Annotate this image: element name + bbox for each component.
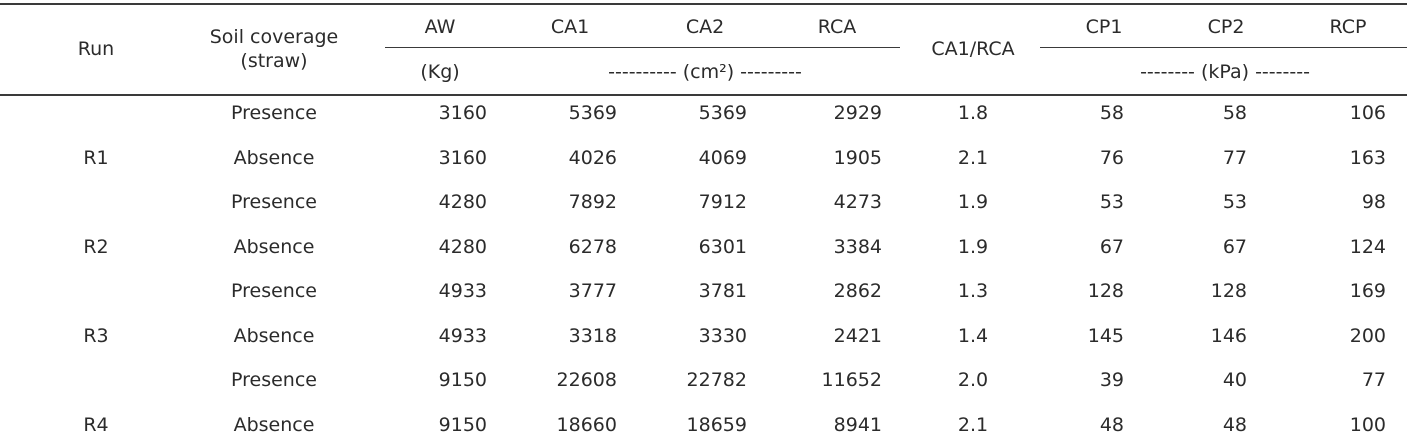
coverage-cell: Absence [233, 146, 315, 169]
coverage-cell: Presence [231, 102, 317, 124]
rcp-cell: 77 [1361, 369, 1386, 391]
header-soil-coverage [210, 25, 339, 73]
cp2-cell: 128 [1210, 280, 1247, 302]
rca-cell: 2929 [833, 102, 882, 124]
ratio-cell: 1.4 [957, 324, 989, 347]
cp2-cell: 146 [1210, 324, 1247, 347]
rca-cell: 11652 [821, 369, 882, 391]
aw-cell: 4280 [438, 235, 487, 258]
ratio-cell: 1.9 [957, 191, 989, 213]
cp1-cell: 48 [1099, 413, 1124, 436]
coverage-cell: Presence [231, 280, 317, 302]
cp2-cell: 40 [1222, 369, 1247, 391]
ca1-cell: 3318 [568, 324, 617, 347]
unit-kg: (Kg) [420, 61, 460, 83]
ca2-cell: 6301 [698, 235, 747, 258]
ca1-cell: 4026 [568, 146, 617, 169]
ca1-cell: 5369 [568, 102, 617, 124]
coverage-cell: Absence [233, 235, 315, 258]
ca2-cell: 22782 [686, 369, 747, 391]
cp1-cell: 128 [1087, 280, 1124, 302]
run-label: R2 [83, 235, 109, 258]
ratio-cell: 2.0 [957, 369, 989, 391]
rcp-cell: 98 [1361, 191, 1386, 213]
unit-pressure: -------- (kPa) -------- [1140, 61, 1310, 83]
header-soil-coverage-line1: Soil coverage [209, 26, 339, 48]
aw-cell: 3160 [438, 102, 487, 124]
top-rule [0, 3, 1407, 5]
header-ca1: CA1 [550, 16, 590, 38]
header-aw: AW [424, 16, 456, 38]
rcp-cell: 200 [1349, 324, 1386, 347]
aw-cell: 4933 [438, 280, 487, 302]
rca-cell: 1905 [833, 146, 882, 169]
ratio-cell: 1.9 [957, 235, 989, 258]
ca1-cell: 6278 [568, 235, 617, 258]
cp2-cell: 58 [1222, 102, 1247, 124]
header-rca: RCA [817, 16, 857, 38]
header-cp2: CP2 [1207, 16, 1245, 38]
aw-cell: 3160 [438, 146, 487, 169]
rcp-cell: 100 [1349, 413, 1386, 436]
ratio-cell: 1.3 [957, 280, 989, 302]
header-rcp: RCP [1329, 16, 1367, 38]
cp1-cell: 39 [1099, 369, 1124, 391]
rca-cell: 3384 [833, 235, 882, 258]
aw-cell: 9150 [438, 413, 487, 436]
cp2-cell: 77 [1222, 146, 1247, 169]
pressure-group-rule [1040, 47, 1407, 48]
rcp-cell: 106 [1349, 102, 1386, 124]
ca1-cell: 3777 [568, 280, 617, 302]
cp1-cell: 53 [1099, 191, 1124, 213]
coverage-cell: Presence [231, 369, 317, 391]
ca2-cell: 18659 [686, 413, 747, 436]
unit-area: ---------- (cm²) --------- [608, 61, 802, 83]
ca2-cell: 3781 [698, 280, 747, 302]
header-ca2: CA2 [685, 16, 725, 38]
ratio-cell: 2.1 [957, 146, 989, 169]
rca-cell: 2862 [833, 280, 882, 302]
ca1-cell: 7892 [568, 191, 617, 213]
coverage-cell: Presence [231, 191, 317, 213]
cp2-cell: 53 [1222, 191, 1247, 213]
cp1-cell: 145 [1087, 324, 1124, 347]
cp1-cell: 58 [1099, 102, 1124, 124]
aw-cell: 9150 [438, 369, 487, 391]
ca2-cell: 5369 [698, 102, 747, 124]
rca-cell: 2421 [833, 324, 882, 347]
rca-cell: 8941 [833, 413, 882, 436]
ca2-cell: 3330 [698, 324, 747, 347]
coverage-cell: Absence [233, 413, 315, 436]
ca2-cell: 7912 [698, 191, 747, 213]
header-run: Run [77, 38, 115, 60]
header-ca1-rca: CA1/RCA [931, 38, 1015, 60]
ca1-cell: 22608 [556, 369, 617, 391]
run-label: R4 [83, 413, 109, 436]
ca2-cell: 4069 [698, 146, 747, 169]
header-cp1: CP1 [1085, 16, 1123, 38]
rcp-cell: 124 [1349, 235, 1386, 258]
ratio-cell: 1.8 [957, 102, 989, 124]
run-label: R3 [83, 324, 109, 347]
ratio-cell: 2.1 [957, 413, 989, 436]
aw-cell: 4280 [438, 191, 487, 213]
aw-cell: 4933 [438, 324, 487, 347]
coverage-cell: Absence [233, 324, 315, 347]
cp1-cell: 76 [1099, 146, 1124, 169]
area-group-rule [385, 47, 900, 48]
rcp-cell: 163 [1349, 146, 1386, 169]
header-soil-coverage-line2: (straw) [240, 50, 308, 72]
rcp-cell: 169 [1349, 280, 1386, 302]
cp2-cell: 67 [1222, 235, 1247, 258]
ca1-cell: 18660 [556, 413, 617, 436]
cp2-cell: 48 [1222, 413, 1247, 436]
header-bottom-rule [0, 94, 1407, 96]
rca-cell: 4273 [833, 191, 882, 213]
run-label: R1 [83, 146, 109, 169]
cp1-cell: 67 [1099, 235, 1124, 258]
